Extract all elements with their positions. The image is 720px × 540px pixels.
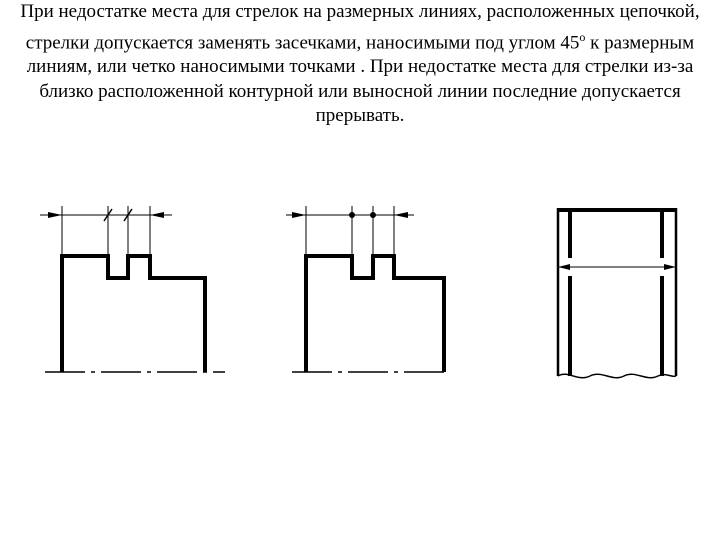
break-line: [558, 374, 676, 377]
arrow-icon: [292, 212, 306, 218]
arrow-icon: [394, 212, 408, 218]
degree-mark: о: [579, 29, 586, 44]
arrow-icon: [48, 212, 62, 218]
figure-tick-marks: [40, 206, 225, 372]
caption-part-2: к размерным линиям, или четко наносимыми точками . При недостатке места для стрелки из-за близко расположенной контурной или выносной линии последние допускается прерывать.: [26, 31, 695, 127]
dot-mark-icon: [370, 212, 376, 218]
part-contour: [306, 256, 444, 372]
figure-dot-marks: [286, 206, 448, 372]
caption-part-1: При недостатке места для стрелок на размерных линиях, расположенных цепочкой, стрелки допускается заменять засечками, наносимыми под углом 45: [20, 1, 700, 53]
dot-mark-icon: [349, 212, 355, 218]
part-contour: [62, 256, 205, 372]
figure-interrupted-lines: [557, 208, 676, 378]
arrow-icon: [150, 212, 164, 218]
